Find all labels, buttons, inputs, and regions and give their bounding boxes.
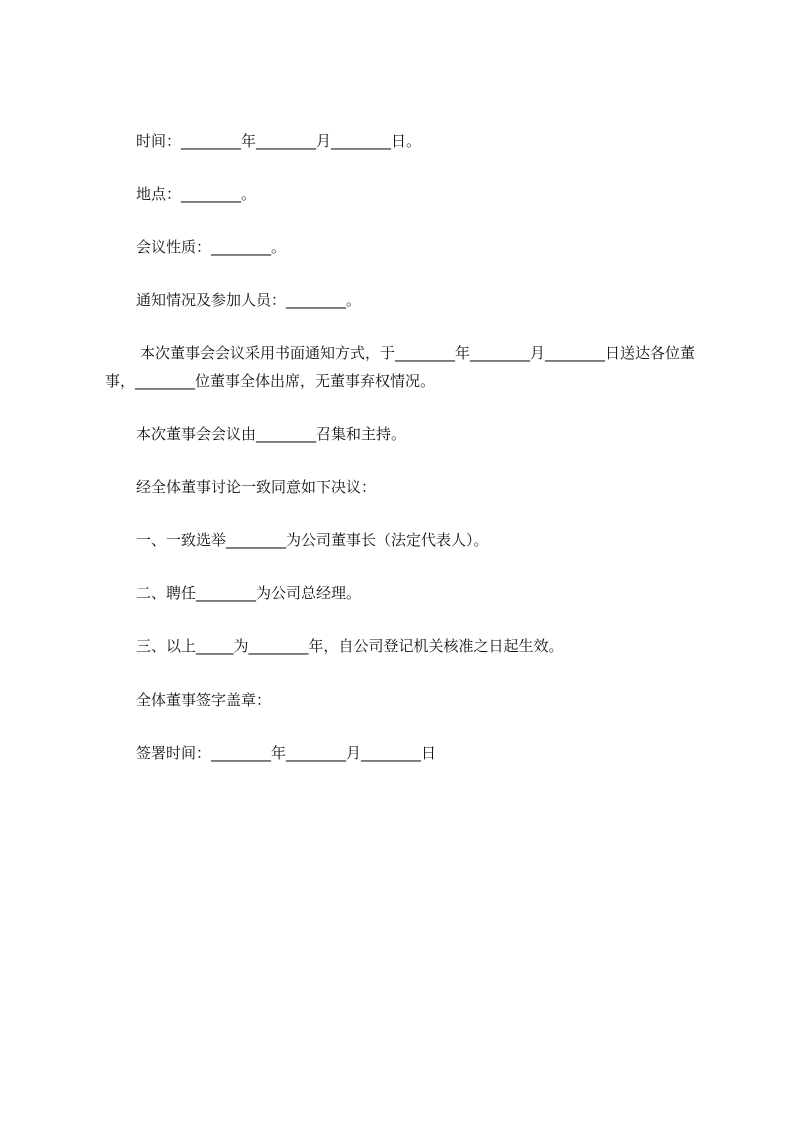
resolution-item-3: 三、以上_____为________年，自公司登记机关核准之日起生效。 xyxy=(136,637,564,655)
signing-date-line: 签署时间：________年________月________日 xyxy=(136,744,437,762)
convener-line: 本次董事会会议由________召集和主持。 xyxy=(136,425,407,443)
resolution-item-1: 一、一致选举________为公司董事长（法定代表人）。 xyxy=(136,531,489,549)
meeting-time-line: 时间：________年________月________日。 xyxy=(136,132,422,150)
resolution-item-2: 二、聘任________为公司总经理。 xyxy=(136,584,362,602)
notice-paragraph: 本次董事会会议采用书面通知方式，于________年________月________日送达各位董事，________位董事全体出席，无董事弃权情况。 xyxy=(105,344,696,390)
notice-attendees-line: 通知情况及参加人员：________。 xyxy=(136,291,362,309)
meeting-location-line: 地点：________。 xyxy=(136,185,257,203)
signature-label: 全体董事签字盖章： xyxy=(136,691,272,709)
meeting-nature-line: 会议性质：________。 xyxy=(136,238,287,256)
resolution-intro-line: 经全体董事讨论一致同意如下决议： xyxy=(136,478,377,496)
